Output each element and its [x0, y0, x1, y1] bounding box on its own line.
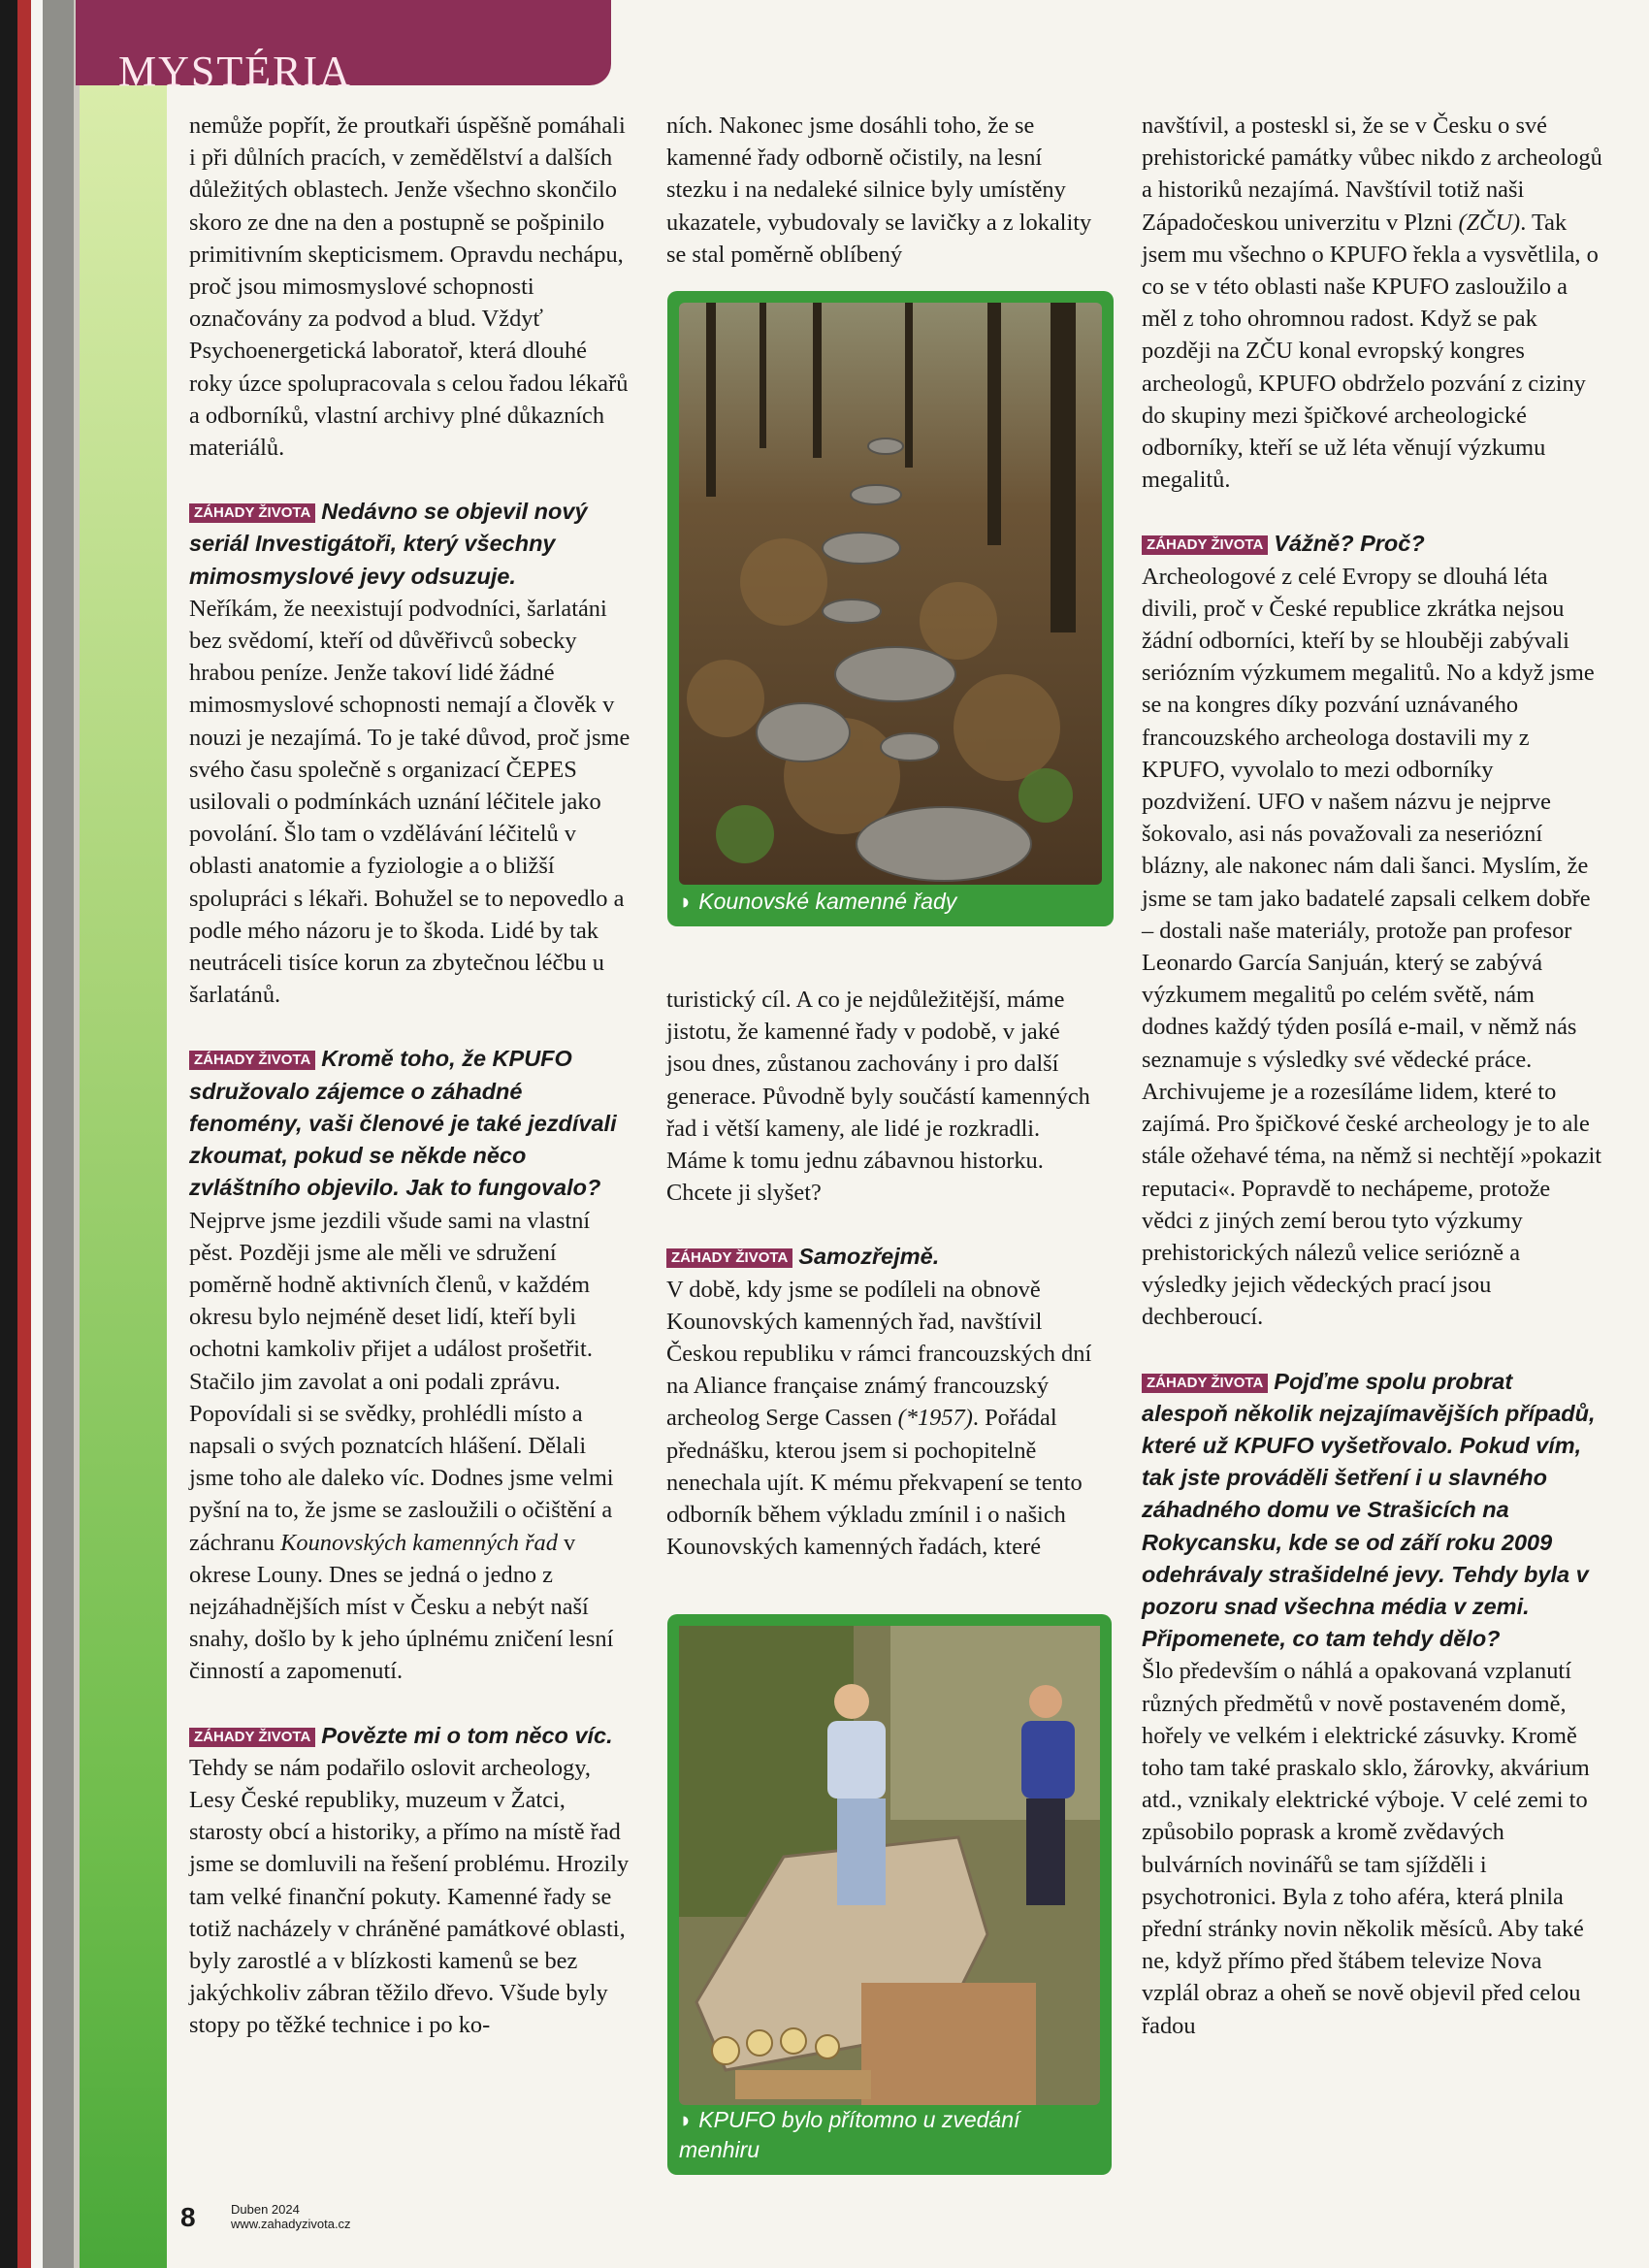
- issue-date: Duben 2024: [231, 2202, 300, 2217]
- question-text: Pojďme spolu probrat alespoň několik nejzajímavějších případů, které už KPUFO vyšetřovalo. Pokud vím, tak jste prováděli šetření i u slavného záhadného domu ve Strašicích na Rokycansku, kde se od září roku 2009 odehrávaly strašidelné jevy. Tehdy byla v pozoru snad všechna média v zemi. Připomenete, co tam tehdy dělo?: [1142, 1368, 1596, 1652]
- photo-caption: ◗ Kounovské kamenné řady: [679, 889, 957, 914]
- question-text: Vážně? Proč?: [1274, 531, 1425, 557]
- page-number: 8: [180, 2202, 196, 2232]
- answer-italic: Kounovských kamenných řad: [280, 1529, 558, 1556]
- answer: Neříkám, že neexistují podvodníci, šarlatáni bez svědomí, kteří od důvěřivců sobecky hrabou peníze. Jenže takoví lidé žádné mimosmyslové schopnosti nemají a člověk v nouzi je nezajímá. To je také důvod, proč jsme svého času společně s organizací ČEPES usilovali o podmínkách uznání léčitele jako povolání. Šlo tam o vzdělávání léčitelů v oblasti anatomie a fyziologie a o bližší spolupráci s lékaři. Bohužel se to nepovedlo a podle mého názoru je to škoda. Lidé by tak neutráceli tisíce korun za zbytečnou léčbu u šarlatánů.: [189, 595, 630, 1009]
- answer-italic: (*1957): [897, 1405, 973, 1432]
- paragraph: ních. Nakonec jsme dosáhli toho, že se kamenné řady odborně očistily, na lesní stezku i na nedaleké silnice byly umístěny ukazatele, vybudovaly se lavičky a z lokality se stal poměrně oblíbený: [666, 113, 1092, 268]
- answer: [666, 1274, 1105, 1564]
- page-edge-red: [17, 0, 31, 2268]
- column-3: [1142, 110, 1602, 2042]
- paragraph: [1142, 110, 1602, 496]
- answer-text: . Pořádal přednášku, kterou jsem si pochopitelně nenechala ujít. K mému překvapení se tento odborník během výkladu zmínil i o našich Kounovských kamenných řadách, které: [666, 1405, 1083, 1561]
- answer: Šlo především o náhlá a opakovaná vzplanutí různých předmětů v nově postaveném domě, hořely ve velkém i elektrické zásuvky. Kromě toho tam také praskalo sklo, žárovky, akvárium atd., vznikaly elektrické výboje. V celé zemi to způsobilo poprask a kromě zvědavých bulvárních novinářů se tam sjížděli i psychotronici. Byla z toho aféra, která plnila přední stránky novin několik měsíců. Aby také ne, když přímo před štábem televize Nova vzplál obraz a oheň se nově objevil před celou řadou: [1142, 1658, 1590, 2039]
- question: [1142, 528, 1602, 560]
- page-edge-white: [31, 0, 43, 2268]
- question-text: Kromě toho, že KPUFO sdružovalo zájemce o záhadné fenomény, vaši členové je také jezdívali zkoumat, pokud se někde něco zvláštního objevilo. Jak to fungovalo?: [189, 1046, 617, 1201]
- answer-text: v okrese Louny. Dnes se jedná o jedno z nejzáhadnějších míst v Česku a nebýt naší snahy, došlo by k jeho úplnému zničení lesní činností a zapomenutí.: [189, 1529, 614, 1685]
- paragraph-italic: (ZČU): [1458, 209, 1521, 236]
- column-2-top: [666, 110, 1105, 271]
- answer: [189, 1205, 635, 1688]
- answer: Archeologové z celé Evropy se dlouhá léta divili, proč v České republice zkrátka nejsou žádní odborníci, kteří by se hlouběji zabývali seriózním výzkumem megalitů. No a když jsme se na kongres díky pozvání uznávaného francouzského archeologa dostavili my z KPUFO, vyvolalo to mezi odborníky pozdvižení. UFO v našem názvu je nejprve šokovalo, asi nás považovali za neseriózní blázny, ale nakonec nám dali šanci. Myslím, že jsme se tam jako badatelé zapsali celkem dobře – dostali naše materiály, protože pan profesor Leonardo García Sanjuán, který se zabývá výzkumem megalitů po celém světě, nám dodnes každý týden posílá e-mail, v němž nás seznamuje s výsledky své vědecké práce. Archivujeme je a rozesíláme lidem, které to zajímá. Pro špičkové české archeology je to ale stále ožehavé téma, na němž si nechtějí »pokazit reputaci«. Popravdě to nechápeme, protože vědci z jiných zemí berou tyto výzkumy prehistorických nálezů velice seriózně a výsledky jejich vědeckých prací jsou dechberoucí.: [1142, 563, 1602, 1331]
- tag-badge: ZÁHADY ŽIVOTA: [189, 1051, 315, 1070]
- tag-badge: ZÁHADY ŽIVOTA: [189, 503, 315, 523]
- green-side-bar: [80, 85, 167, 2268]
- tag-badge: ZÁHADY ŽIVOTA: [666, 1248, 792, 1268]
- tag-badge: ZÁHADY ŽIVOTA: [1142, 1374, 1268, 1393]
- question-text: Povězte mi o tom něco víc.: [321, 1722, 613, 1748]
- question: [189, 1720, 635, 1752]
- answer-text: V době, kdy jsme se podíleli na obnově Kounovských kamenných řad, navštívil Českou republiku v rámci francouzských dní na Aliance française známý francouzský archeolog Serge Cassen: [666, 1276, 1092, 1432]
- issue-info: [231, 2202, 351, 2231]
- column-1: [189, 110, 635, 2042]
- paragraph: nemůže popřít, že proutkaři úspěšně pomáhali i při důlních pracích, v zemědělství a dalších důležitých oblastech. Jenže všechno skončilo skoro ze dne na den a postupně se pošpinilo primitivním skepticismem. Opravdu nechápu, proč jsou mimosmyslové schopnosti označovány za podvod a blud. Vždyť Psychoenergetická laboratoř, která dlouhé roky úzce spolupracovala s celou řadou lékařů a odborníků, vlastní archivy plné důkazních materiálů.: [189, 113, 629, 462]
- question-text: Nedávno se objevil nový seriál Investigátoři, který všechny mimosmyslové jevy odsuzuje.: [189, 499, 588, 589]
- question-text: Samozřejmě.: [798, 1244, 940, 1270]
- column-2-bottom: [666, 984, 1105, 1563]
- page-edge-gray: [43, 0, 74, 2268]
- paragraph: turistický cíl. A co je nejdůležitější, máme jistotu, že kamenné řady v podobě, v jaké jsou dnes, zůstanou zachovány i pro další generace. Původně byly součástí kamenných řad i větší kameny, ale lidé je rozkradli. Máme k tomu jednu zábavnou historku. Chcete ji slyšet?: [666, 987, 1090, 1207]
- tag-badge: ZÁHADY ŽIVOTA: [1142, 535, 1268, 555]
- page-edge: [0, 0, 17, 2268]
- forest-stones-illustration: [667, 291, 1114, 926]
- question: [666, 1241, 1105, 1273]
- question: [189, 496, 635, 593]
- caption-text: Kounovské kamenné řady: [698, 889, 957, 914]
- answer-text: Nejprve jsme jezdili všude sami na vlastní pěst. Později jsme ale měli ve sdružení poměrně hodně aktivních členů, v každém okresu bylo nejméně deset lidí, kteří byli ochotni kamkoliv přijet a událost prošetřit. Stačilo jim zavolat a oni podali zprávu. Popovídali si se svědky, prohlédli místo a napsali o svých poznatcích hlášení. Dělali jsme toho ale daleko víc. Dodnes jsme velmi pyšní na to, že jsme se zasloužili o očištění a záchranu: [189, 1207, 614, 1556]
- paragraph-text: . Tak jsem mu všechno o KPUFO řekla a vysvětlila, o co se v této oblasti naše KPUFO zasloužilo a měl z toho ohromnou radost. Když se pak později na ZČU konal evropský kongres archeologů, KPUFO obdrželo pozvání z ciziny do skupiny mezi špičkové archeologické odborníky, kteří se už léta věnují výzkumu megalitů.: [1142, 209, 1599, 494]
- tag-badge: ZÁHADY ŽIVOTA: [189, 1728, 315, 1747]
- menhir-illustration: [667, 1614, 1112, 2175]
- question: [189, 1043, 635, 1204]
- answer: Tehdy se nám podařilo oslovit archeology, Lesy České republiky, muzeum v Žatci, starosty obcí a historiky, a přímo na místě řad jsme se domluvili na řešení problému. Hrozily tam velké finanční pokuty. Kamenné řady se totiž nacházely v chráněné památkové oblasti, byly zarostlé a v blízkosti kamenů se bez jakýchkoliv zábran těžilo dřevo. Všude byly stopy po těžké technice i po ko-: [189, 1754, 630, 2039]
- photo-menhir: [667, 1614, 1112, 2175]
- photo-caption: ◗ KPUFO bylo přítomno u zvedání menhiru: [679, 2107, 1020, 2162]
- photo-stone-rows: [667, 291, 1114, 926]
- website: www.zahadyzivota.cz: [231, 2217, 351, 2231]
- caption-text: KPUFO bylo přítomno u zvedání menhiru: [679, 2107, 1020, 2162]
- question: [1142, 1366, 1602, 1656]
- paragraph-text: navštívil, a posteskl si, že se v Česku o své prehistorické památky vůbec nikdo z archeologů a historiků nezajímá. Navštívil totiž naši Západočeskou univerzitu v Plzni: [1142, 113, 1602, 236]
- section-title: MYSTÉRIA: [118, 48, 352, 95]
